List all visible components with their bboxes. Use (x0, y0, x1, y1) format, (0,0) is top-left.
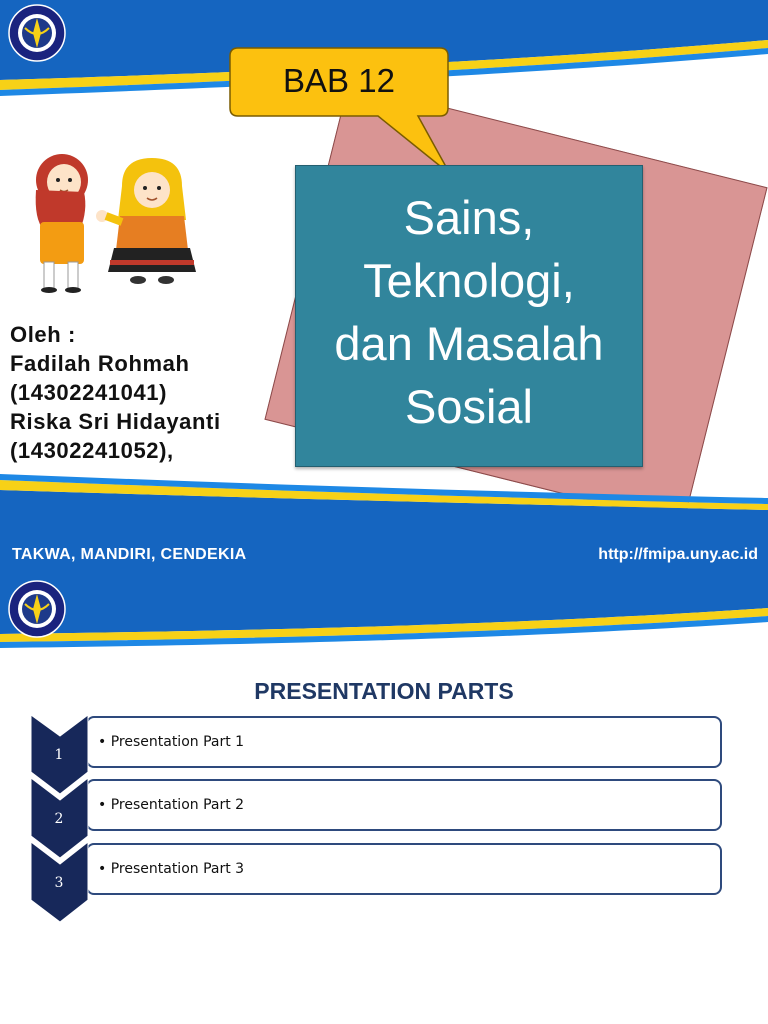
footer-band-top (0, 470, 768, 512)
author-line: (14302241052), (10, 438, 174, 463)
part-number: 3 (54, 875, 64, 891)
part-row-2[interactable] (86, 779, 722, 831)
characters-illustration (14, 150, 204, 295)
motto-text: TAKWA, MANDIRI, CENDEKIA (12, 546, 247, 563)
part-label: • Presentation Part 1 (98, 734, 245, 750)
footer-band (0, 510, 768, 574)
chapter-label: BAB 12 (283, 62, 395, 99)
part-row-3[interactable] (86, 843, 722, 895)
slide-title (296, 186, 642, 438)
authors-block (10, 320, 221, 465)
part-label: • Presentation Part 3 (98, 861, 245, 877)
author-line: Fadilah Rohmah (10, 351, 190, 376)
part-number: 1 (54, 747, 64, 763)
title-line: Teknologi, (363, 254, 575, 307)
part-number: 2 (54, 811, 64, 827)
university-logo (8, 4, 66, 62)
agenda-heading: PRESENTATION PARTS (254, 678, 514, 704)
website-link[interactable]: http://fmipa.uny.ac.id (598, 546, 758, 563)
title-line: dan Masalah (334, 317, 604, 370)
author-line: Oleh : (10, 322, 76, 347)
title-line: Sosial (404, 380, 533, 433)
part-row-1[interactable] (86, 716, 722, 768)
part-label: • Presentation Part 2 (98, 797, 245, 813)
author-line: Riska Sri Hidayanti (10, 409, 221, 434)
title-line: Sains, (403, 191, 535, 244)
header-band (0, 574, 768, 674)
agenda-slide (0, 574, 768, 1024)
university-logo (8, 580, 66, 638)
author-line: (14302241041) (10, 380, 168, 405)
title-box (295, 165, 643, 467)
